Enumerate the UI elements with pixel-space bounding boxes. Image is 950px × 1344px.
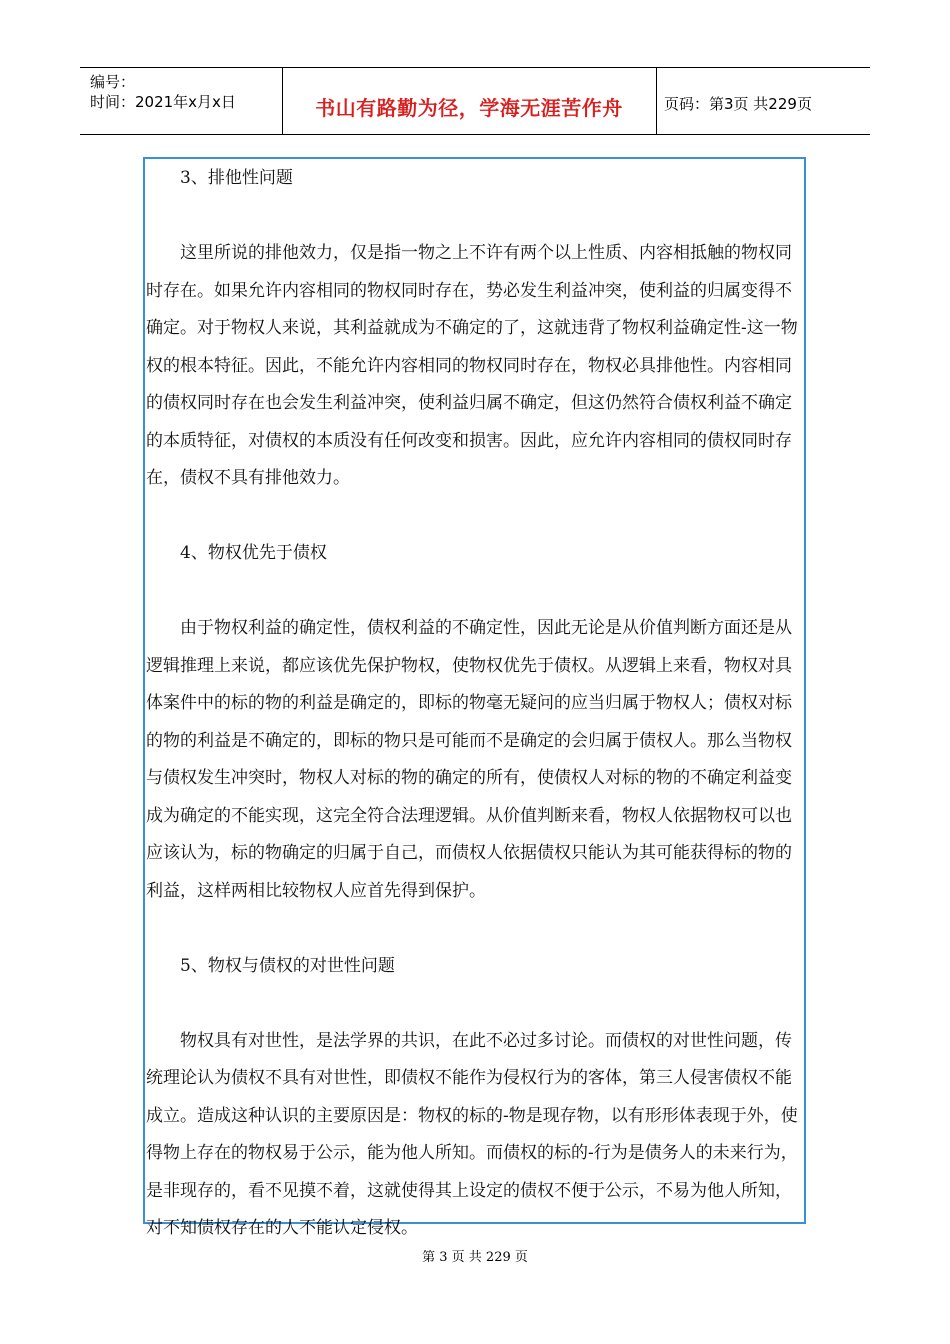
section-heading-5: 5、物权与债权的对世性问题 <box>180 955 395 976</box>
document-number-label: 编号： <box>90 73 136 91</box>
header-top-rule <box>80 67 870 68</box>
header-motto: 书山有路勤为径，学海无涯苦作舟 <box>315 96 623 120</box>
paragraph-gap <box>146 573 806 611</box>
page-footer: 第 3 页 共 229 页 <box>422 1250 528 1265</box>
paragraph-5: 物权具有对世性，是法学界的共识，在此不必过多讨论。而债权的对世性问题，传统理论认为债权不具有对世性，即债权不能作为侵权行为的客体，第三人侵害债权不能成立。造成这种认识的主要原因是：物权的标的-物是现存物，以有形形体表现于外，使得物上存在的物权易于公示，能为他人所知。而债权的标的-行为是债务人的未来行为，是非现存的，看不见摸不着，这就使得其上设定的债权不便于公示，不易为他人所知，对不知债权存在的人不能认定侵权。 <box>146 1030 798 1238</box>
paragraph-gap <box>146 198 806 236</box>
paragraph-4: 由于物权利益的确定性，债权利益的不确定性，因此无论是从价值判断方面还是从逻辑推理上来说，都应该优先保护物权，使物权优先于债权。从逻辑上来看，物权对具体案件中的标的物的利益是确定的，即标的物毫无疑问的应当归属于物权人；债权对标的物的利益是不确定的，即标的物只是可能而不是确定的会归属于债权人。那么当物权与债权发生冲突时，物权人对标的物的确定的所有，使债权人对标的物的不确定利益变成为确定的不能实现，这完全符合法理逻辑。从价值判断来看，物权人依据物权可以也应该认为，标的物确定的归属于自己，而债权人依据债权只能认为其可能获得标的物的利益，这样两相比较物权人应首先得到保护。 <box>146 618 792 901</box>
header-meta <box>90 72 236 112</box>
paragraph-3: 这里所说的排他效力，仅是指一物之上不许有两个以上性质、内容相抵触的物权同时存在。如果允许内容相同的物权同时存在，势必发生利益冲突，使利益的归属变得不确定。对于物权人来说，其利益就成为不确定的了，这就违背了物权利益确定性-这一物权的根本特征。因此，不能允许内容相同的物权同时存在，物权必具排他性。内容相同的债权同时存在也会发生利益冲突，使利益归属不确定，但这仍然符合债权利益不确定的本质特征，对债权的本质没有任何改变和损害。因此，应允许内容相同的债权同时存在，债权不具有排他效力。 <box>146 243 798 488</box>
paragraph-gap <box>146 910 806 948</box>
header-page-info: 页码：第3页 共229页 <box>664 95 812 113</box>
document-date: 时间：2021年x月x日 <box>90 93 236 111</box>
header-divider-right <box>656 67 657 134</box>
paragraph-gap <box>146 498 806 536</box>
section-heading-3: 3、排他性问题 <box>180 168 293 188</box>
document-body <box>146 160 806 1248</box>
paragraph-gap <box>146 985 806 1023</box>
header-bottom-rule <box>80 134 870 135</box>
section-heading-4: 4、物权优先于债权 <box>180 543 327 563</box>
